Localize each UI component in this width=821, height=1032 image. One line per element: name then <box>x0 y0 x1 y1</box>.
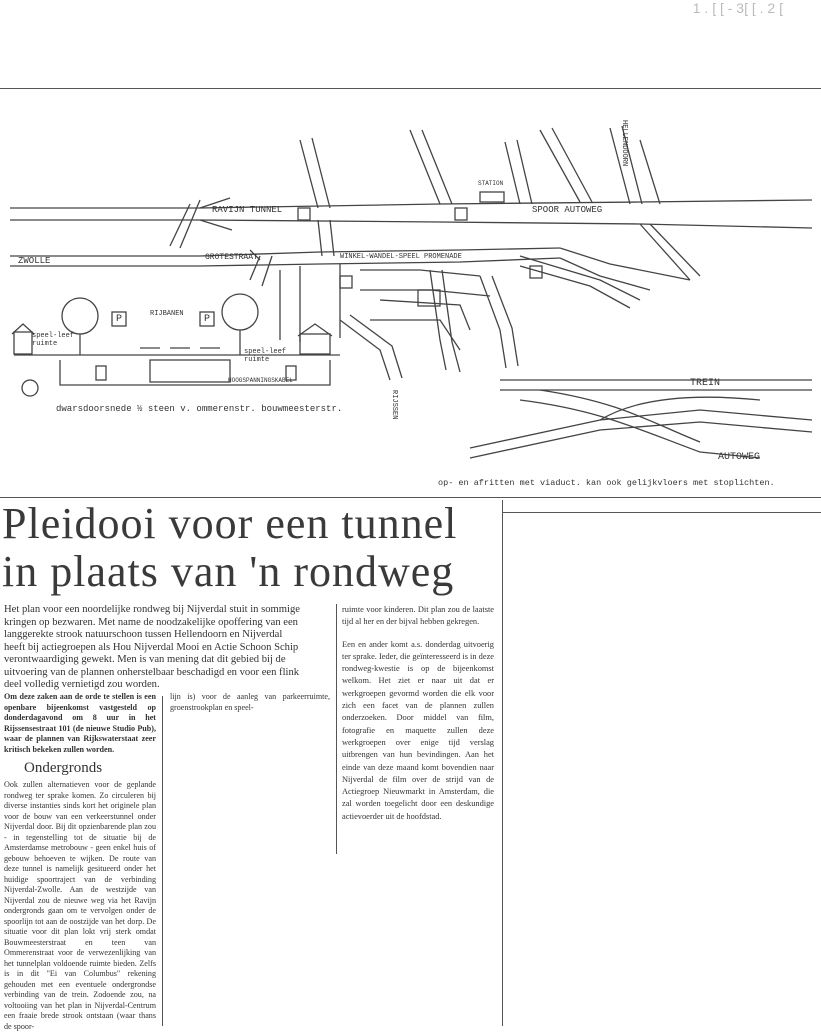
article-column-1: Ook zullen alternatieven voor de geplande rondweg ter sprake komen. Zo circuleren bij diverse instanties sinds kort het originele plan voor de bouw van een verkeerstunnel onder Nijverdal door. Bij dit opzienbarende plan zou - in tegenstelling tot de situatie bij de Amsterdamse metrobouw - geen enkel huis of gebouw behoeven te wijken. De route van deze tunnel is namelijk gesitueerd onder het huidige spoortraject van de verbinding Nijverdal-Zwolle. Aan de westzijde van Nijverdal zou de nieuwe weg via het Ravijn ondergronds gaan om te vervolgen onder de spoorlijn tot aan de oostzijde van het dorp. De situatie voor dit plan lokt vrij sterk omdat Bouwmeesterstraat en teen van Ommerenstraat voor de verwezenlijking van het tunnelplan voldoende ruimte bieden. Zelfs is in dit "Ei van Columbus" rekening gehouden met een eventuele ondergrondse verbinding van de trein. Zodoende zou, na voltooiing van het plan in Nijverdal-Centrum een fraaie brede strook ontstaan (waar thans de spoor- <box>4 780 156 1031</box>
map-bottom-line <box>0 497 821 498</box>
cross-section-caption: dwarsdoorsnede ½ steen v. ommerenstr. bouwmeesterstr. <box>56 404 343 414</box>
label-spoor-autoweg: SPOOR AUTOWEG <box>532 205 603 215</box>
train-track <box>500 380 812 390</box>
headline-line1: Pleidooi voor een tunnel <box>2 499 458 548</box>
col-divider-1 <box>162 696 163 1026</box>
autoweg-road <box>470 410 812 448</box>
label-zwolle: ZWOLLE <box>18 256 51 266</box>
label-grotestraat: GROTESTRAAT <box>205 253 258 262</box>
article-column-2: lijn is) voor de aanleg van parkeerruimte, groenstrookplan en speel- <box>170 692 330 712</box>
interchange-caption: op- en afritten met viaduct. kan ook gelijkvloers met stoplichten. <box>438 478 775 488</box>
label-winkel-promenade: WINKEL-WANDEL-SPEEL PROMENADE <box>340 253 462 261</box>
label-ravijn-tunnel: RAVIJN TUNNEL <box>212 205 283 215</box>
label-hoogspanningskabel: HOOGSPANNINGSKABEL <box>228 377 293 384</box>
label-parking-2: P <box>204 314 211 325</box>
label-station: STATION <box>478 180 504 187</box>
headline-line2: in plaats van 'n rondweg <box>2 547 455 596</box>
label-parking-1: P <box>116 314 123 325</box>
column-3-paragraph-1: ruimte voor kinderen. Dit plan zou de laatste tijd al her en der bijval hebben gekregen. <box>342 605 494 627</box>
article-intro: Het plan voor een noordelijke rondweg bij Nijverdal stuit in sommige kringen op bezwaren. Met name de noodzakelijke opoffering van een langgerekte strook natuurschoon tussen Hellendoorn en Nijverdal heeft bij actiegroepen als Hou Nijverdal Mooi en Actie Schoon Schip verontwaardiging gewekt. Men is van mening dat dit gebied bij de uitvoering van de plannen onherstelbaar beschadigd en voor een flink deel volledig vernietigd zou worden. <box>4 604 300 690</box>
grotestraat-road <box>10 248 560 256</box>
col-divider-2 <box>336 604 337 854</box>
right-column-divider <box>502 500 503 1026</box>
section-subhead: Ondergronds <box>24 760 103 776</box>
article-column-3 <box>342 604 494 823</box>
label-trein: TREIN <box>690 378 721 389</box>
label-speel-leef-right: speel-leef ruimte <box>244 348 287 364</box>
label-speel-leef-left: speel-leef ruimte <box>32 332 75 348</box>
nijverdal-map-illustration <box>0 80 821 500</box>
label-rijbanen: RIJBANEN <box>150 310 184 318</box>
handwritten-note: 1 . [ [ - 3[ [ . 2 [ <box>692 0 783 16</box>
label-hellendoorn: HELLENDOORN <box>620 120 628 167</box>
column-3-paragraph-2: Een en ander komt a.s. donderdag uitvoerig ter sprake. Ieder, die geïnteresseerd is in deze rondweg-kwestie is op de bijeenkomst welkom. Het ziet er naar uit dat er werkgroepen gevormd worden die elk voor zich een facet van de plannen zullen onderzoeken. Door middel van film, fotografie en maquette zullen deze werkgroepen over enige tijd verslag uitbrengen van hun bevindingen. Aan het einde van deze maand komt bovendien naar Nijverdal de film over de strijd van de Actiegroep Nieuwmarkt in Amsterdam, die zal worden toegelicht door een deskundige actievoerder uit de hoofdstad. <box>342 639 494 821</box>
label-rijssen: RIJSSEN <box>390 390 398 420</box>
label-autoweg: AUTOWEG <box>718 452 761 463</box>
right-column-top-line <box>502 512 821 513</box>
article-lead-paragraph: Om deze zaken aan de orde te stellen is een openbare bijeenkomst vastgesteld op donderdagavond om 8 uur in het Rijssensestraat 101 (de nieuwe Studio Pub), waar de plannen van Rijkswaterstaat zeer kritisch bekeken zullen worden. <box>4 692 156 754</box>
rail-line-top <box>10 200 812 208</box>
rail-line-bottom <box>10 220 812 228</box>
